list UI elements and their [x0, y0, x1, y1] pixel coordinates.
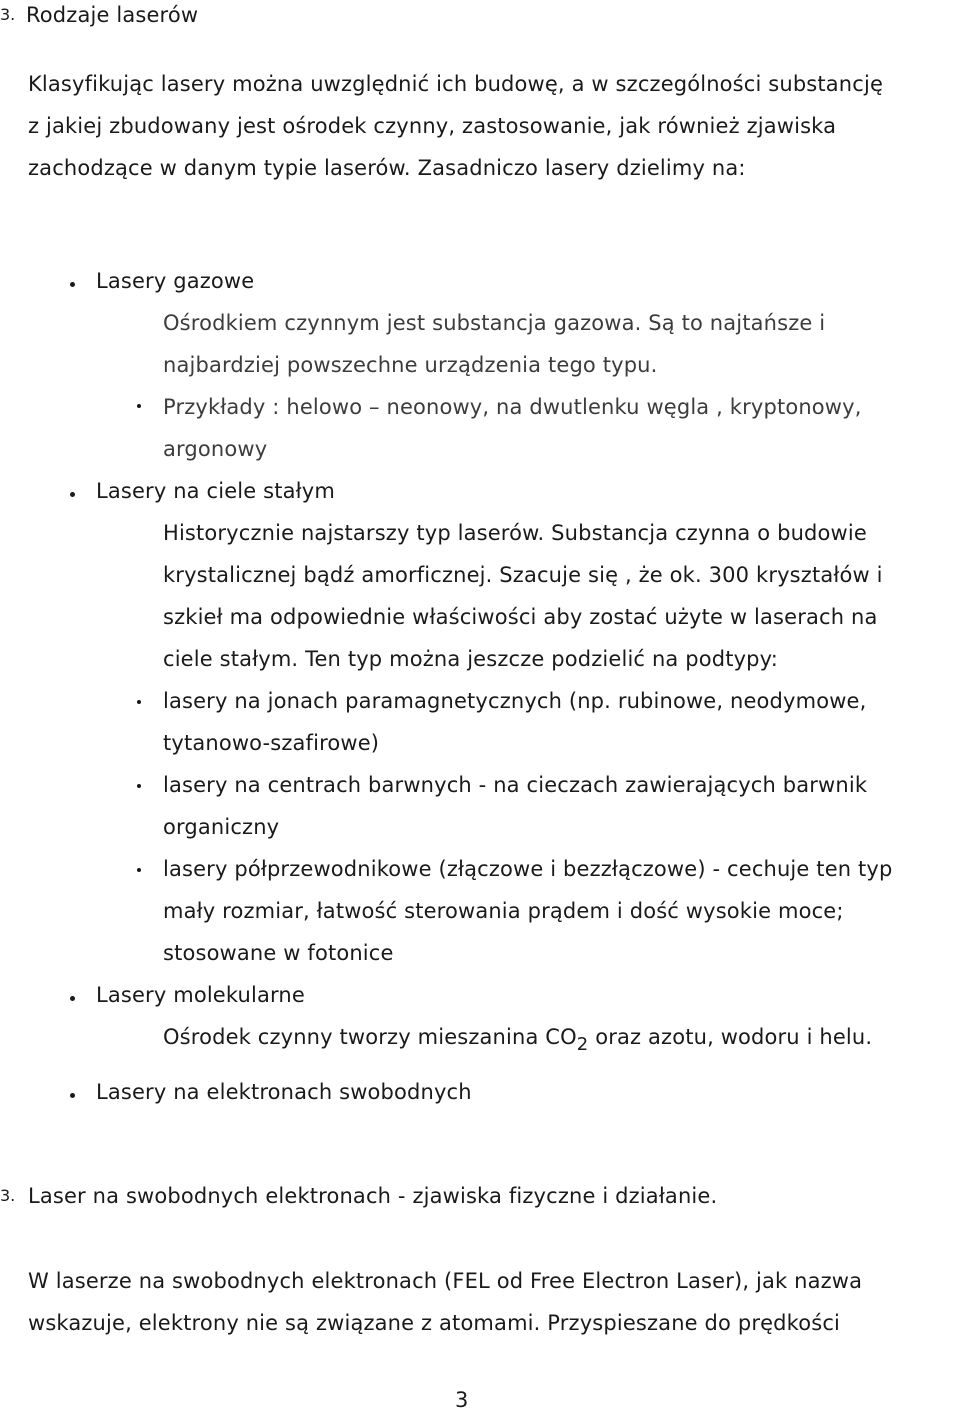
page-number: 3: [455, 1388, 469, 1412]
co2-text: Ośrodek czynny tworzy mieszanina CO: [163, 1025, 577, 1049]
bullet-icon: [137, 404, 141, 408]
subtype-line: lasery na jonach paramagnetycznych (np. rubinowe, neodymowe,: [163, 689, 867, 713]
paragraph-line: W laserze na swobodnych elektronach (FEL od Free Electron Laser), jak nazwa: [28, 1269, 863, 1293]
section-heading: Rodzaje laserów: [26, 3, 199, 27]
section-heading: Laser na swobodnych elektronach - zjawiska fizyczne i działanie.: [28, 1184, 718, 1208]
list-item-examples: argonowy: [163, 437, 268, 461]
list-item-examples: Przykłady : helowo – neonowy, na dwutlenku węgla , kryptonowy,: [163, 395, 862, 419]
list-item-desc: najbardziej powszechne urządzenia tego typu.: [163, 353, 658, 377]
intro-line: zachodzące w danym typie laserów. Zasadniczo lasery dzielimy na:: [28, 156, 746, 180]
list-item-title: Lasery molekularne: [96, 983, 305, 1007]
intro-line: Klasyfikując lasery można uwzględnić ich budowę, a w szczególności substancję: [28, 72, 884, 96]
list-item-title: Lasery na elektronach swobodnych: [96, 1080, 472, 1104]
section-number: 3.: [0, 5, 16, 24]
subtype-line: stosowane w fotonice: [163, 941, 394, 965]
list-item-desc: Ośrodkiem czynnym jest substancja gazowa. Są to najtańsze i: [163, 311, 826, 335]
subtype-line: organiczny: [163, 815, 280, 839]
subtype-line: lasery półprzewodnikowe (złączowe i bezzłączowe) - cechuje ten typ: [163, 857, 893, 881]
section-number: 3.: [0, 1186, 16, 1205]
bullet-icon: [70, 282, 75, 287]
list-item-desc: ciele stałym. Ten typ można jeszcze podzielić na podtypy:: [163, 647, 778, 671]
co2-subscript: 2: [576, 1034, 589, 1055]
bullet-icon: [137, 700, 141, 704]
list-item-title: Lasery na ciele stałym: [96, 479, 335, 503]
bullet-icon: [137, 784, 141, 788]
list-item-desc: [163, 1024, 873, 1055]
intro-line: z jakiej zbudowany jest ośrodek czynny, zastosowanie, jak również zjawiska: [28, 114, 837, 138]
subtype-line: tytanowo-szafirowe): [163, 731, 380, 755]
list-item-desc: szkieł ma odpowiednie właściwości aby zostać użyte w laserach na: [163, 605, 878, 629]
paragraph-line: wskazuje, elektrony nie są związane z atomami. Przyspieszane do prędkości: [28, 1311, 840, 1335]
list-item-desc: krystalicznej bądź amorficznej. Szacuje się , że ok. 300 kryształów i: [163, 563, 883, 587]
subtype-line: mały rozmiar, łatwość sterowania prądem i dość wysokie moce;: [163, 899, 844, 923]
list-item-title: Lasery gazowe: [96, 269, 255, 293]
co2-text-rest: oraz azotu, wodoru i helu.: [588, 1025, 873, 1049]
subtype-line: lasery na centrach barwnych - na cieczach zawierających barwnik: [163, 773, 868, 797]
bullet-icon: [70, 492, 75, 497]
list-item-desc: Historycznie najstarszy typ laserów. Substancja czynna o budowie: [163, 521, 867, 545]
bullet-icon: [70, 996, 75, 1001]
bullet-icon: [137, 868, 141, 872]
bullet-icon: [70, 1093, 75, 1098]
